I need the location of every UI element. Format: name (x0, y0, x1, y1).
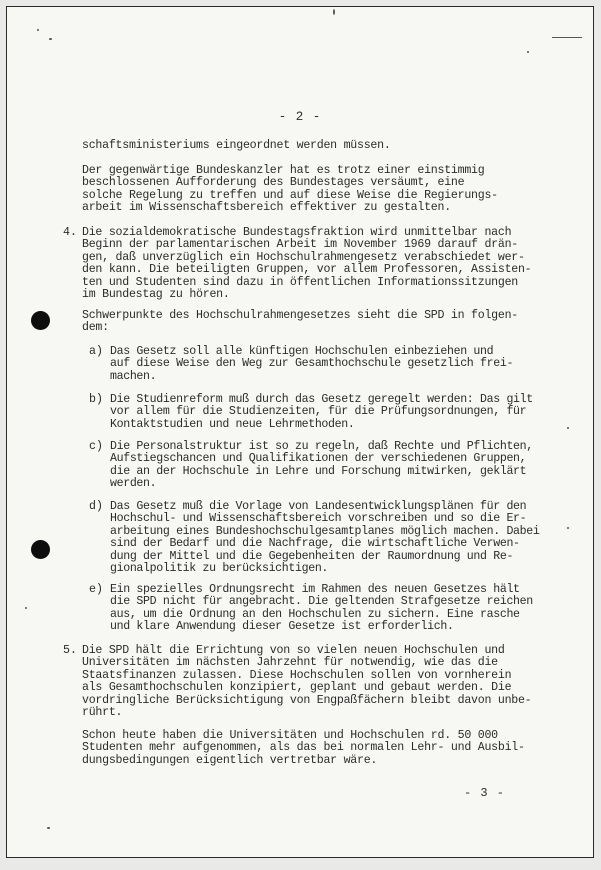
point-5-text: Die SPD hält die Errichtung von so vielen neuen Hochschulen und Universitäten im nächsten Jahrzehnt für notwendig, wie das die Staatsfinanzen zulassen. Diese Hochschulen sollen von vornherein als Gesamthochschulen konzipiert, geplant und gebaut werden. Die vordringliche Berücksichtigung von Engpaßfächern bleibt davon unbe- rührt. (82, 644, 532, 720)
item-e-label: e) (89, 583, 103, 596)
scan-speck (567, 527, 569, 529)
focus-intro: Schwerpunkte des Hochschulrahmengesetzes sieht die SPD in folgen- dem: (82, 309, 518, 335)
point-5-number: 5. (63, 644, 77, 657)
item-c-text: Die Personalstruktur ist so zu regeln, daß Rechte und Pflichten, Aufstiegschancen und Qualifikationen der verschiedenen Gruppen, die an der Hochschule in Lehre und Forschung mitwirken, geklärt werden. (110, 440, 533, 491)
scan-speck (25, 607, 27, 609)
point-4-number: 4. (63, 226, 77, 239)
item-b-label: b) (89, 393, 103, 406)
item-a-text: Das Gesetz soll alle künftigen Hochschulen einbeziehen und auf diese Weise den Weg zur Gesamthochschule gesetzlich frei- machen. (110, 345, 514, 383)
scan-speck (47, 827, 50, 829)
item-e-text: Ein spezielles Ordnungsrecht im Rahmen des neuen Gesetzes hält die SPD nicht für angebracht. Die geltenden Strafgesetze reichen aus, um die Ordnung an den Hochschulen zu sichern. Eine rasche und klare Anwendung dieser Gesetze ist erforderlich. (110, 583, 533, 634)
punch-hole-upper (31, 311, 50, 330)
scan-speck (552, 37, 582, 38)
next-page-marker: - 3 - (463, 786, 505, 800)
item-a-label: a) (89, 345, 103, 358)
point-4-text: Die sozialdemokratische Bundestagsfraktion wird unmittelbar nach Beginn der parlamentarischen Arbeit im November 1969 darauf drän- gen, daß unverzüglich ein Hochschulrahmengesetz verabschiedet wer- den kann. Die beteiligten Gruppen, vor allem Professoren, Assisten- ten und Studenten sind dazu in öffentlichen Informationssitzungen im Bundestag zu hören. (82, 226, 532, 302)
punch-hole-lower (31, 540, 50, 559)
scan-speck (333, 9, 335, 15)
continuation-line: schaftsministeriums eingeordnet werden müssen. (82, 139, 391, 152)
paragraph-students: Schon heute haben die Universitäten und Hochschulen rd. 50 000 Studenten mehr aufgenommen, als das bei normalen Lehr- und Ausbil- dungsbedingungen eigentlich vertretbar wäre. (82, 729, 525, 767)
paragraph-chancellor: Der gegenwärtige Bundeskanzler hat es trotz einer einstimmig beschlossenen Aufforderung des Bundestages versäumt, eine solche Regelung zu treffen und auf diese Weise die Regierungs- arbeit im Wissenschaftsbereich effektiver zu gestalten. (82, 164, 498, 215)
item-b-text: Die Studienreform muß durch das Gesetz geregelt werden: Das gilt vor allem für die Studienzeiten, für die Prüfungsordnungen, für Kontaktstudien und neue Lehrmethoden. (110, 393, 533, 431)
page-number: - 2 - (278, 110, 322, 124)
item-c-label: c) (89, 440, 103, 453)
scan-speck (37, 29, 39, 31)
item-d-text: Das Gesetz muß die Vorlage von Landesentwicklungsplänen für den Hochschul- und Wissenschaftsbereich vorschreiben und so die Er- arbeitung eines Bundeshochschulgesamtplanes möglich machen. Dabei sind der Bedarf und die Nachfrage, die wirtschaftliche Verwen- dung der Mittel und die Gegebenheiten der Raumordnung und Re- gionalpolitik zu berücksichtigen. (110, 500, 540, 576)
scan-speck (567, 427, 569, 429)
item-d-label: d) (89, 500, 103, 513)
document-page (6, 6, 594, 858)
scan-speck (49, 38, 52, 40)
scan-speck (527, 51, 529, 53)
